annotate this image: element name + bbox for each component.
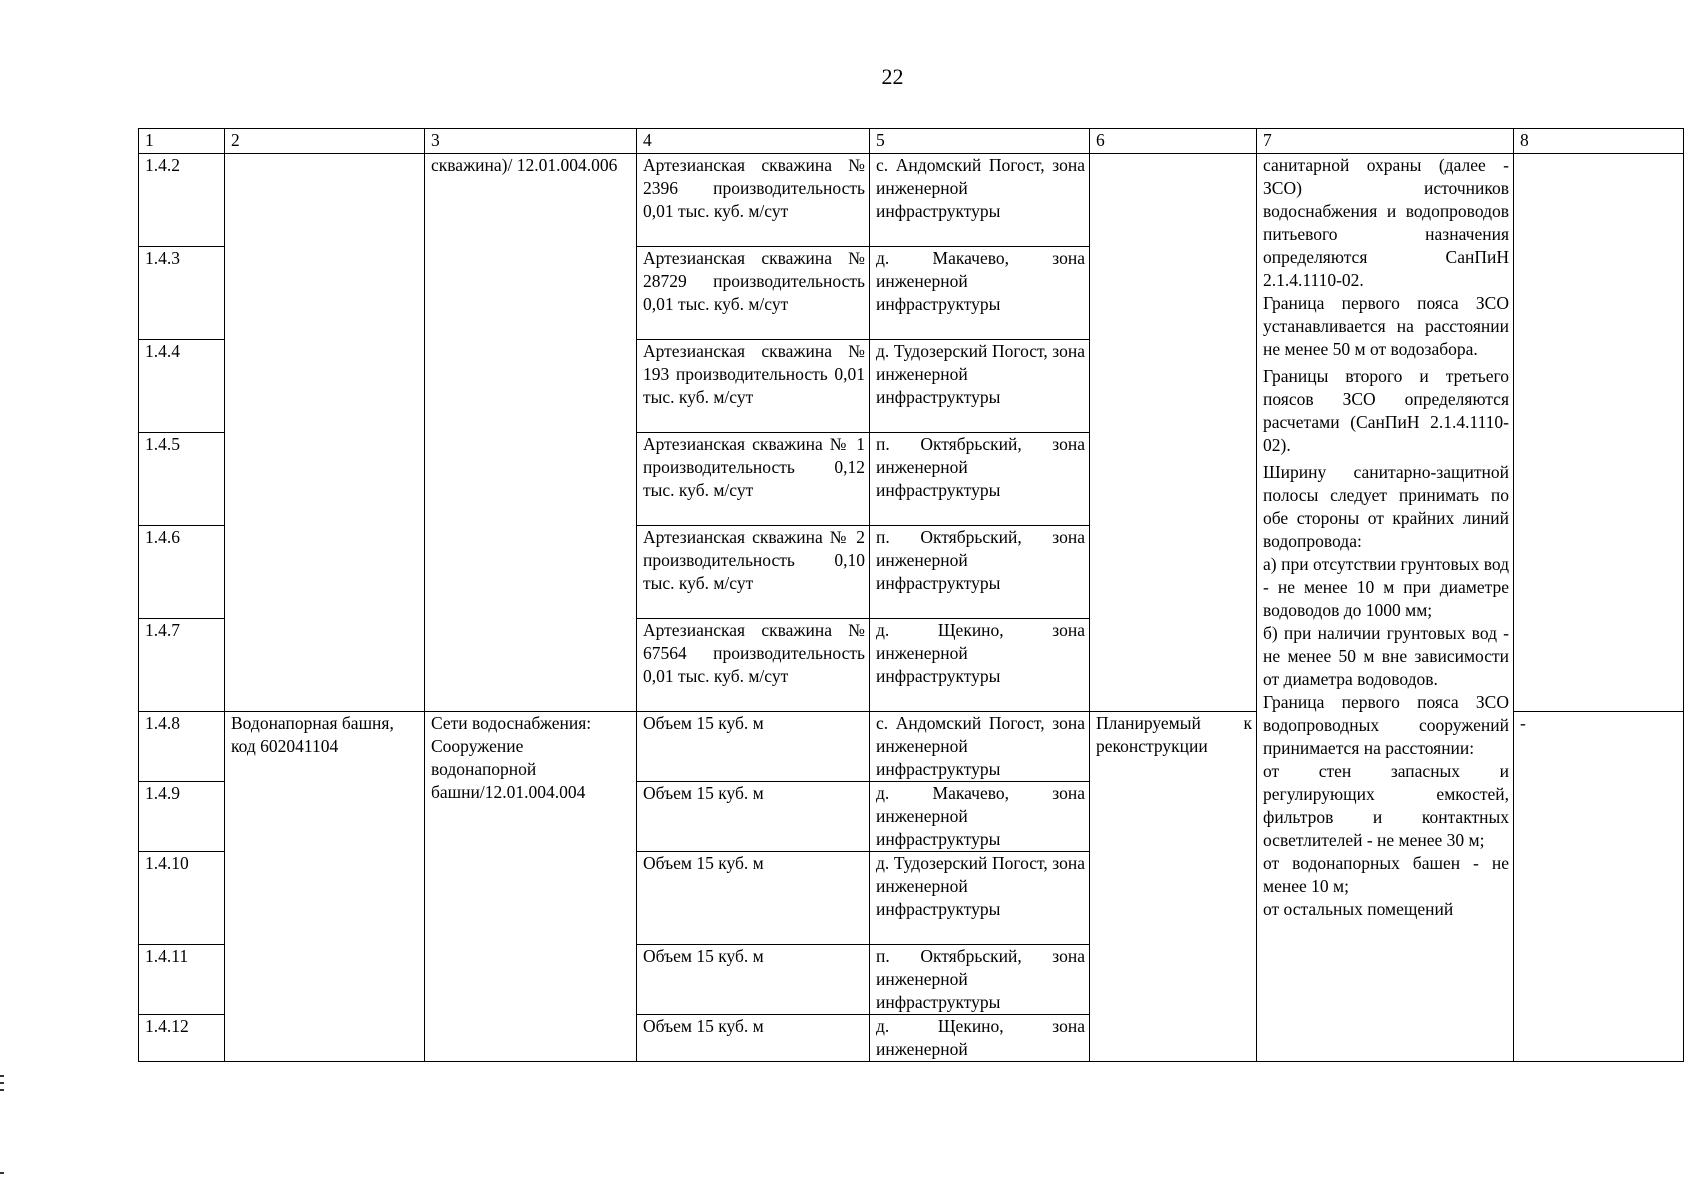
col8-group2: - <box>1514 712 1684 1062</box>
requirement-paragraph: б) при наличии грунтовых вод - не менее 50 м вне зависимости от диаметра водоводов. <box>1263 623 1509 689</box>
header-cell: 7 <box>1257 129 1514 154</box>
col3-group1: скважина)/ 12.01.004.006 <box>425 154 637 712</box>
col2-group1 <box>225 154 425 712</box>
scan-edge-mark <box>0 1172 4 1174</box>
object-description: Артезианская скважина № 67564 производительность 0,01 тыс. куб. м/сут <box>637 619 870 712</box>
col2-group2: Водонапорная башня, код 602041104 <box>225 712 425 1062</box>
row-number: 1.4.9 <box>139 782 225 852</box>
object-description: Объем 15 куб. м <box>637 852 870 945</box>
header-cell: 5 <box>870 129 1090 154</box>
header-cell: 1 <box>139 129 225 154</box>
scan-edge-mark <box>0 1089 4 1091</box>
col8-group1 <box>1514 154 1684 712</box>
row-number: 1.4.8 <box>139 712 225 782</box>
header-cell: 6 <box>1090 129 1257 154</box>
scan-edge-mark <box>0 1075 4 1077</box>
row-number: 1.4.12 <box>139 1015 225 1062</box>
object-description: Артезианская скважина № 28729 производительность 0,01 тыс. куб. м/сут <box>637 247 870 340</box>
requirement-paragraph: Граница первого пояса ЗСО водопроводных сооружений принимается на расстоянии: <box>1263 692 1509 758</box>
object-location: д. Макачево, зона инженерной инфраструктуры <box>870 782 1090 852</box>
object-description: Артезианская скважина № 193 производительность 0,01 тыс. куб. м/сут <box>637 340 870 433</box>
requirement-paragraph: санитарной охраны (далее - ЗСО) источников водоснабжения и водопроводов питьевого назначения определяются СанПиН 2.1.4.1110-02. <box>1263 155 1509 290</box>
object-location: д. Щекино, зона инженерной <box>870 1015 1090 1062</box>
col6-group1 <box>1090 154 1257 712</box>
header-cell: 2 <box>225 129 425 154</box>
object-description: Объем 15 куб. м <box>637 1015 870 1062</box>
col6-status: Планируемый к реконструкции <box>1090 712 1257 1062</box>
page-number: 22 <box>881 64 904 89</box>
row-number: 1.4.10 <box>139 852 225 945</box>
object-location: п. Октябрьский, зона инженерной инфраструктуры <box>870 526 1090 619</box>
row-number: 1.4.7 <box>139 619 225 712</box>
object-location: п. Октябрьский, зона инженерной инфраструктуры <box>870 945 1090 1015</box>
requirement-paragraph: Границы второго и третьего поясов ЗСО определяются расчетами (СанПиН 2.1.4.1110-02). <box>1263 366 1509 455</box>
object-description: Объем 15 куб. м <box>637 945 870 1015</box>
row-number: 1.4.5 <box>139 433 225 526</box>
object-description: Объем 15 куб. м <box>637 782 870 852</box>
object-location: д. Макачево, зона инженерной инфраструктуры <box>870 247 1090 340</box>
object-location: д. Тудозерский Погост, зона инженерной инфраструктуры <box>870 340 1090 433</box>
object-location: д. Тудозерский Погост, зона инженерной инфраструктуры <box>870 852 1090 945</box>
object-location: п. Октябрьский, зона инженерной инфраструктуры <box>870 433 1090 526</box>
row-number: 1.4.2 <box>139 154 225 247</box>
object-location: д. Щекино, зона инженерной инфраструктуры <box>870 619 1090 712</box>
scan-edge-mark <box>0 1082 4 1084</box>
sanitary-zone-requirements <box>1257 154 1514 1062</box>
header-cell: 8 <box>1514 129 1684 154</box>
document-table <box>138 128 1684 1062</box>
row-number: 1.4.11 <box>139 945 225 1015</box>
requirement-paragraph: Ширину санитарно-защитной полосы следует принимать по обе стороны от крайних линий водопровода: <box>1263 462 1509 551</box>
requirement-paragraph: от водонапорных башен - не менее 10 м; <box>1263 853 1509 896</box>
object-description: Артезианская скважина № 2 производительность 0,10 тыс. куб. м/сут <box>637 526 870 619</box>
table-row <box>139 154 1684 247</box>
requirement-paragraph: Граница первого пояса ЗСО устанавливается на расстоянии не менее 50 м от водозабора. <box>1263 293 1509 359</box>
object-description: Артезианская скважина № 2396 производительность 0,01 тыс. куб. м/сут <box>637 154 870 247</box>
requirement-paragraph: от остальных помещений <box>1263 899 1454 919</box>
object-location: с. Андомский Погост, зона инженерной инфраструктуры <box>870 712 1090 782</box>
row-number: 1.4.3 <box>139 247 225 340</box>
object-description: Артезианская скважина № 1 производительность 0,12 тыс. куб. м/сут <box>637 433 870 526</box>
requirement-paragraph: от стен запасных и регулирующих емкостей, фильтров и контактных осветлителей - не менее 30 м; <box>1263 761 1509 850</box>
object-location: с. Андомский Погост, зона инженерной инфраструктуры <box>870 154 1090 247</box>
table-header-row <box>139 129 1684 154</box>
row-number: 1.4.4 <box>139 340 225 433</box>
col3-group2: Сети водоснабжения: Сооружение водонапорной башни/12.01.004.004 <box>425 712 637 1062</box>
header-cell: 4 <box>637 129 870 154</box>
header-cell: 3 <box>425 129 637 154</box>
row-number: 1.4.6 <box>139 526 225 619</box>
requirement-paragraph: а) при отсутствии грунтовых вод - не менее 10 м при диаметре водоводов до 1000 мм; <box>1263 554 1509 620</box>
object-description: Объем 15 куб. м <box>637 712 870 782</box>
